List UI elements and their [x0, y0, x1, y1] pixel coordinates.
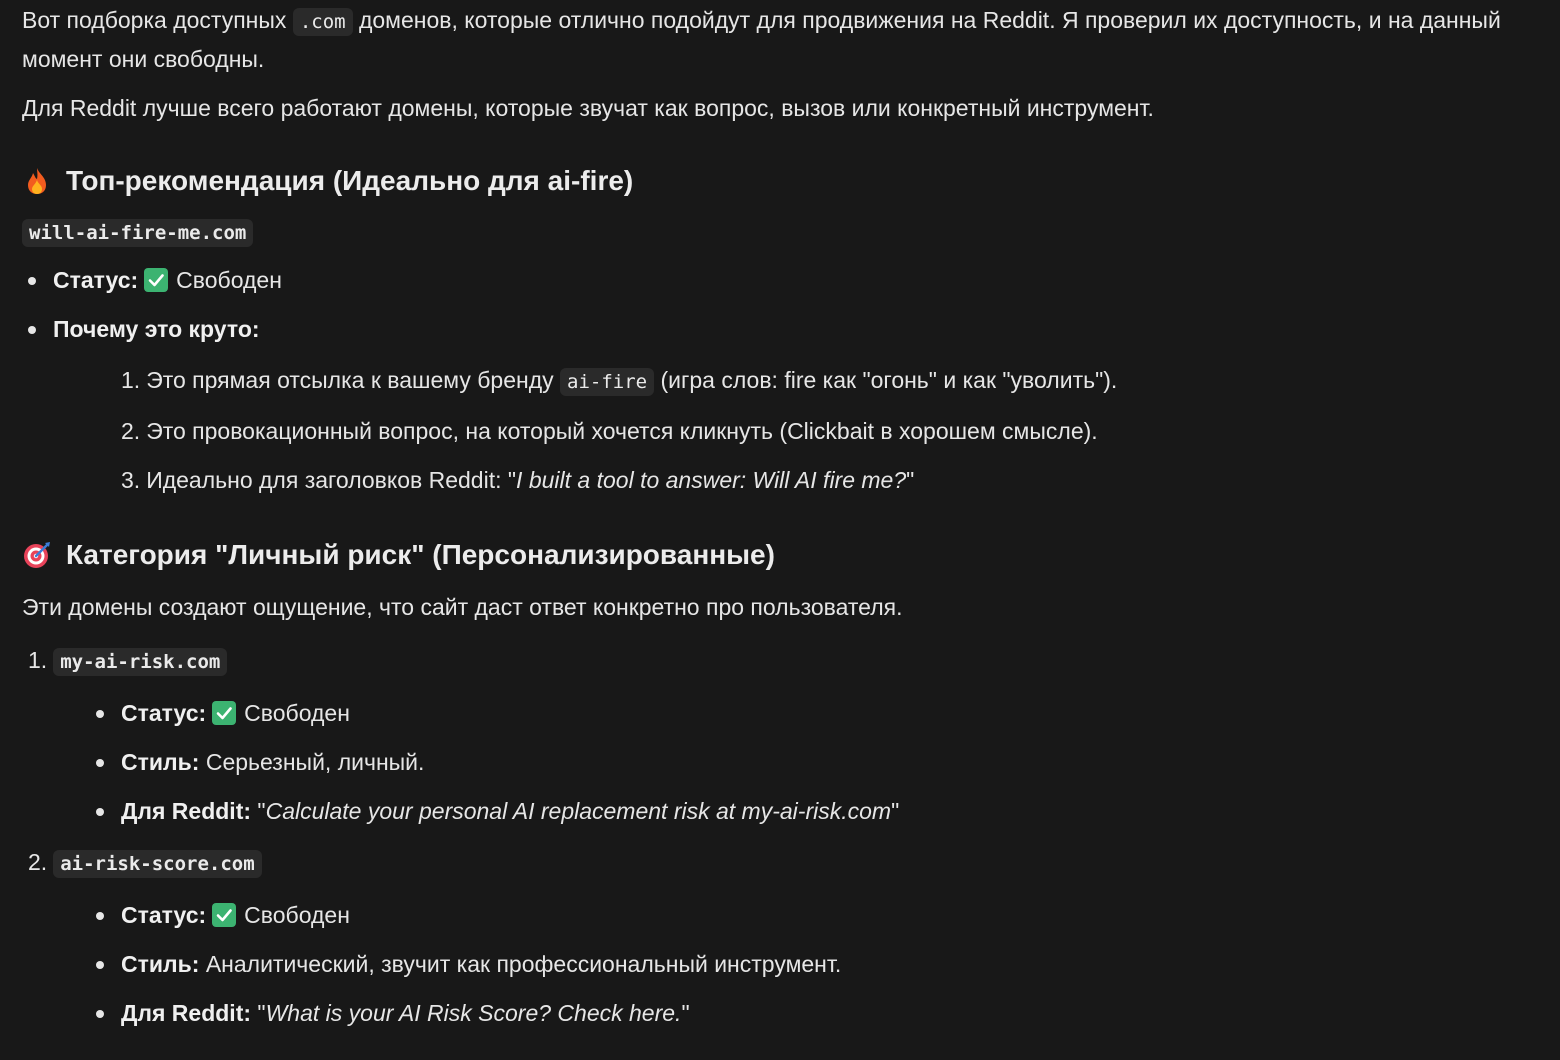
reason-item	[121, 462, 1542, 499]
style-value: Серьезный, личный.	[199, 749, 425, 775]
reason-text: Это провокационный вопрос, на который хочется кликнуть (Clickbait в хорошем смысле).	[146, 418, 1098, 444]
style-value: Аналитический, звучит как профессиональный инструмент.	[199, 951, 842, 977]
style-item	[90, 946, 1542, 983]
reason-italic: I built a tool to answer: Will AI fire me?	[516, 467, 907, 493]
check-mark-icon	[212, 903, 236, 927]
category-heading	[22, 535, 1542, 575]
domain-item	[28, 642, 1542, 830]
status-label: Статус:	[121, 700, 207, 726]
list-number: 2.	[28, 849, 48, 875]
fire-icon	[22, 166, 52, 196]
reason-text: "	[906, 467, 915, 493]
reddit-item	[90, 793, 1542, 830]
style-item	[90, 744, 1542, 781]
reason-item	[121, 413, 1542, 450]
top-details-list	[22, 262, 1542, 499]
list-number: 3.	[121, 467, 141, 493]
reddit-item	[90, 995, 1542, 1032]
top-recommendation-heading	[22, 161, 1542, 201]
intro-paragraph	[22, 2, 1542, 78]
status-item	[22, 262, 1542, 299]
check-mark-icon	[144, 268, 168, 292]
reddit-label: Для Reddit:	[121, 798, 252, 824]
target-icon	[22, 540, 52, 570]
quote-mark: "	[251, 1000, 266, 1026]
status-item	[90, 695, 1542, 732]
domain-list	[22, 642, 1542, 1032]
status-label: Статус:	[53, 267, 139, 293]
quote-mark: "	[681, 1000, 690, 1026]
intro-paragraph-2: Для Reddit лучше всего работают домены, которые звучат как вопрос, вызов или конкретный инструмент.	[22, 95, 1154, 121]
reddit-value: What is your AI Risk Score? Check here.	[265, 1000, 682, 1026]
quote-mark: "	[891, 798, 900, 824]
check-mark-icon	[212, 701, 236, 725]
heading-text: Категория "Личный риск" (Персонализированные)	[66, 539, 775, 570]
top-domain	[22, 213, 1542, 252]
style-label: Стиль:	[121, 749, 200, 775]
domain-code: ai-risk-score.com	[53, 850, 261, 878]
list-number: 2.	[121, 418, 141, 444]
style-label: Стиль:	[121, 951, 200, 977]
status-value: Свободен	[176, 267, 282, 293]
intro-text: доменов, которые отлично подойдут для продвижения на Reddit. Я проверил их доступность, и на данный момент они свободны.	[22, 7, 1501, 72]
heading-text: Топ-рекомендация (Идеально для ai-fire)	[66, 165, 634, 196]
category-description: Эти домены создают ощущение, что сайт даст ответ конкретно про пользователя.	[22, 594, 903, 620]
reasons-list	[53, 362, 1542, 499]
inline-code: ai-fire	[560, 368, 654, 396]
reason-text: Это прямая отсылка к вашему бренду	[146, 367, 561, 393]
intro-text: Вот подборка доступных	[22, 7, 293, 33]
domain-item	[28, 844, 1542, 1032]
domain-code: my-ai-risk.com	[53, 648, 227, 676]
domain-code: will-ai-fire-me.com	[22, 219, 253, 247]
reddit-value: Calculate your personal AI replacement risk at my-ai-risk.com	[265, 798, 892, 824]
quote-mark: "	[251, 798, 266, 824]
status-item	[90, 897, 1542, 934]
domain-details	[28, 695, 1542, 830]
reason-text: (игра слов: fire как "огонь" и как "уволить").	[654, 367, 1118, 393]
reason-item	[121, 362, 1542, 401]
why-label: Почему это круто:	[53, 316, 260, 342]
domain-details	[28, 897, 1542, 1032]
status-value: Свободен	[244, 902, 350, 928]
chat-message	[22, 2, 1542, 1046]
status-value: Свободен	[244, 700, 350, 726]
reason-text: Идеально для заголовков Reddit: "	[146, 467, 517, 493]
list-number: 1.	[28, 647, 48, 673]
why-item	[22, 311, 1542, 499]
status-label: Статус:	[121, 902, 207, 928]
list-number: 1.	[121, 367, 141, 393]
reddit-label: Для Reddit:	[121, 1000, 252, 1026]
inline-code: .com	[293, 8, 353, 36]
